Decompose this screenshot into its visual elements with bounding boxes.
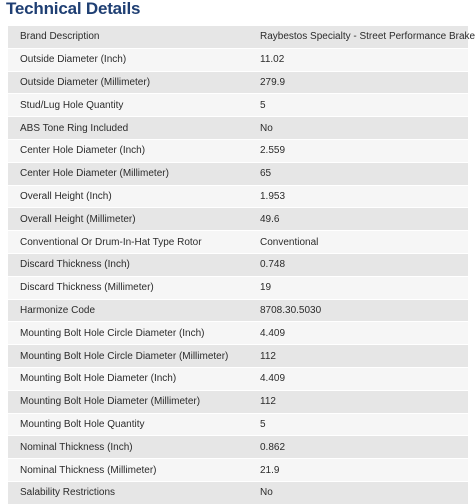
table-row [8, 390, 468, 413]
row-value: 1.953 [248, 185, 468, 208]
section-title: Technical Details [6, 0, 141, 18]
table-row [8, 94, 468, 117]
row-value: No [248, 481, 468, 503]
row-value: 21.9 [248, 459, 468, 482]
row-value: 0.748 [248, 253, 468, 276]
table-row [8, 71, 468, 94]
row-value: 4.409 [248, 367, 468, 390]
row-label: Center Hole Diameter (Millimeter) [8, 162, 248, 185]
table-row [8, 322, 468, 345]
table-row [8, 139, 468, 162]
row-value: No [248, 117, 468, 140]
row-label: Mounting Bolt Hole Circle Diameter (Inch) [8, 322, 248, 345]
row-label: Outside Diameter (Millimeter) [8, 71, 248, 94]
row-value: 65 [248, 162, 468, 185]
table-row [8, 48, 468, 71]
row-label: Mounting Bolt Hole Diameter (Inch) [8, 367, 248, 390]
row-label: Mounting Bolt Hole Diameter (Millimeter) [8, 390, 248, 413]
table-row [8, 208, 468, 231]
table-row [8, 436, 468, 459]
row-label: Discard Thickness (Inch) [8, 253, 248, 276]
row-label: Conventional Or Drum-In-Hat Type Rotor [8, 231, 248, 254]
row-label: Salability Restrictions [8, 481, 248, 503]
table-row [8, 162, 468, 185]
technical-details-body [8, 26, 475, 504]
table-row [8, 185, 468, 208]
table-row [8, 231, 468, 254]
row-value: 8708.30.5030 [248, 299, 468, 322]
technical-details-table [8, 25, 475, 504]
table-row [8, 345, 468, 368]
row-value: 2.559 [248, 139, 468, 162]
row-label: Stud/Lug Hole Quantity [8, 94, 248, 117]
row-label: Mounting Bolt Hole Circle Diameter (Millimeter) [8, 345, 248, 368]
row-label: ABS Tone Ring Included [8, 117, 248, 140]
row-value: 49.6 [248, 208, 468, 231]
row-label: Center Hole Diameter (Inch) [8, 139, 248, 162]
row-value: 19 [248, 276, 468, 299]
row-value: 0.862 [248, 436, 468, 459]
row-value: Conventional [248, 231, 468, 254]
row-label: Nominal Thickness (Millimeter) [8, 459, 248, 482]
row-value: Raybestos Specialty - Street Performance Brake [248, 26, 468, 49]
row-value: 112 [248, 390, 468, 413]
row-value: 5 [248, 94, 468, 117]
table-row [8, 253, 468, 276]
row-label: Mounting Bolt Hole Quantity [8, 413, 248, 436]
table-row [8, 26, 468, 49]
table-row [8, 481, 468, 503]
row-value: 279.9 [248, 71, 468, 94]
row-value: 4.409 [248, 322, 468, 345]
table-row [8, 276, 468, 299]
row-value: 5 [248, 413, 468, 436]
row-label: Overall Height (Inch) [8, 185, 248, 208]
table-row [8, 459, 468, 482]
row-label: Harmonize Code [8, 299, 248, 322]
row-label: Nominal Thickness (Inch) [8, 436, 248, 459]
row-value: 11.02 [248, 48, 468, 71]
table-row [8, 413, 468, 436]
row-label: Brand Description [8, 26, 248, 49]
row-label: Discard Thickness (Millimeter) [8, 276, 248, 299]
table-row [8, 299, 468, 322]
row-value: 112 [248, 345, 468, 368]
row-label: Overall Height (Millimeter) [8, 208, 248, 231]
row-label: Outside Diameter (Inch) [8, 48, 248, 71]
table-row [8, 367, 468, 390]
table-row [8, 117, 468, 140]
